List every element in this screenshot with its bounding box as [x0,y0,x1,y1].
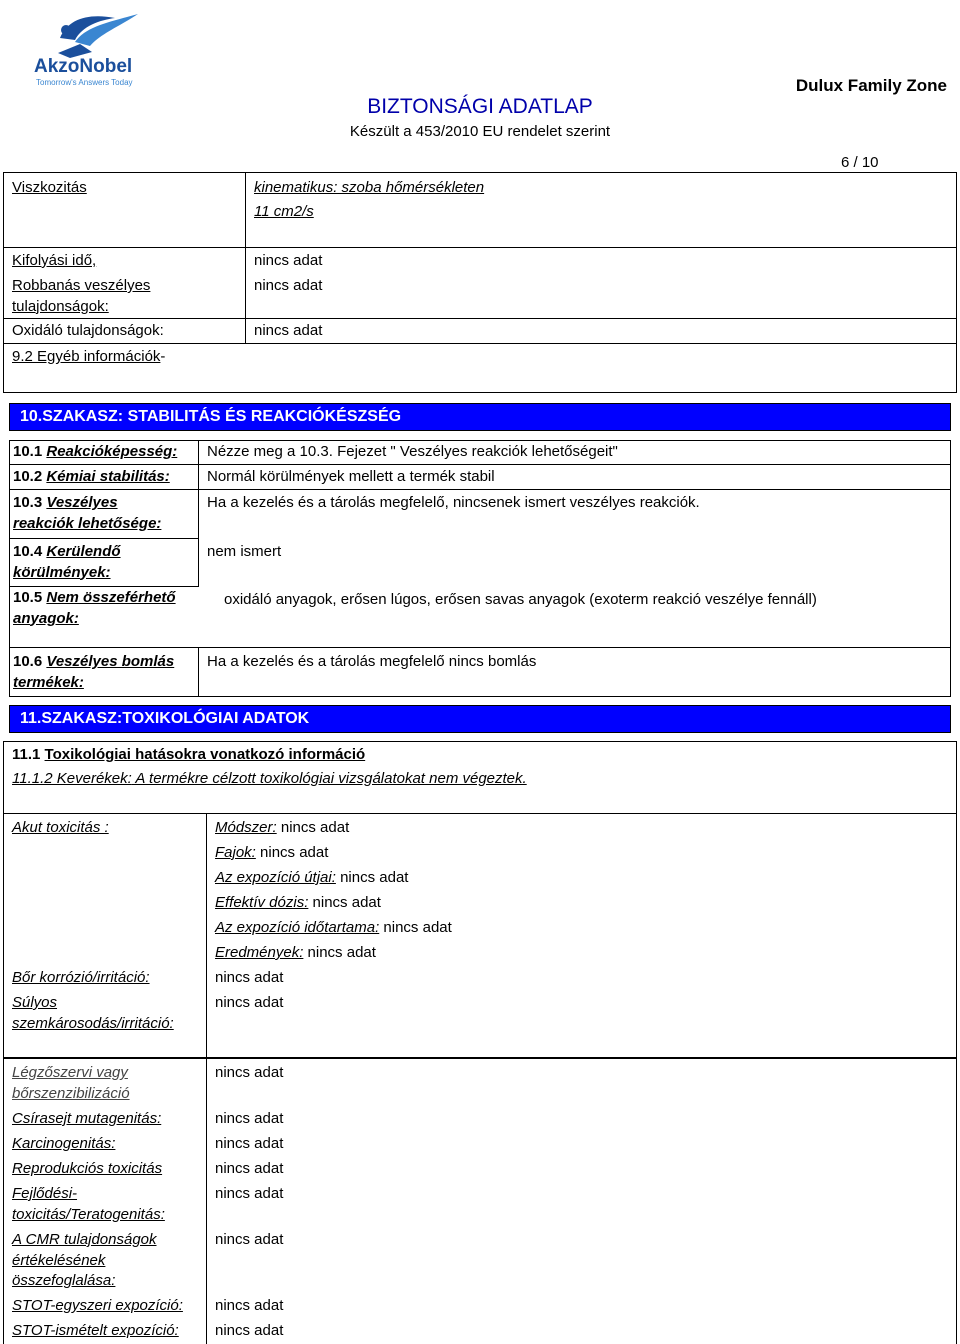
stability-label: 10.2 Kémiai stabilitás: [13,468,170,485]
cmr-value: nincs adat [215,1231,284,1248]
acute-duration: Az expozíció időtartama: nincs adat [215,919,452,936]
developmental-value: nincs adat [215,1185,284,1202]
decomposition-label: 10.6 Veszélyes bomlás termékek: [13,653,175,691]
skin-corrosion-label: Bőr korrózió/irritáció: [12,969,150,986]
germ-cell-label: Csírasejt mutagenitás: [12,1110,162,1127]
document-title: BIZTONSÁGI ADATLAP [367,95,593,118]
reactivity-label: 10.1 Reakcióképesség: [13,443,178,460]
incompatible-value: oxidáló anyagok, erősen lúgos, erősen savas anyagok (exoterm reakció veszélye fennáll) [224,591,817,608]
brand-name: Dulux Family Zone [795,76,947,95]
flow-time-value: nincs adat [254,252,323,269]
other-info [12,347,165,368]
acute-species: Fajok: nincs adat [215,844,329,861]
eye-damage-value: nincs adat [215,994,284,1011]
acute-route: Az expozíció útjai: nincs adat [215,869,409,886]
document-subtitle: Készült a 453/2010 EU rendelet szerint [349,123,611,140]
avoid-conditions-label: 10.4 Kerülendő körülmények: [13,543,121,581]
other-info-label: 9.2 Egyéb információk [12,348,161,365]
decomposition-value: Ha a kezelés és a tárolás megfelelő nincs bomlás [207,653,537,670]
other-info-suffix: - [160,348,166,365]
incompatible-label: 10.5 Nem összeférhető anyagok: [13,589,176,627]
oxidizing-value: nincs adat [254,322,323,339]
stot-single-label: STOT-egyszeri expozíció: [12,1297,183,1314]
explosive-label: Robbanás veszélyes tulajdonságok: [12,277,151,315]
reactivity-value: Nézze meg a 10.3. Fejezet " Veszélyes reakciók lehetőségeit" [207,443,618,460]
logo-tagline: Tomorrow's Answers Today [36,78,133,87]
carcinogenicity-value: nincs adat [215,1135,284,1152]
flow-time-label: Kifolyási idő, [12,252,97,269]
explosive-value: nincs adat [254,277,323,294]
hazardous-reactions-value: Ha a kezelés és a tárolás megfelelő, nincsenek ismert veszélyes reakciók. [207,494,700,511]
stot-single-value: nincs adat [215,1297,284,1314]
sensitisation-value: nincs adat [215,1064,284,1081]
skin-corrosion-value: nincs adat [215,969,284,986]
section11-heading: 11.SZAKASZ:TOXIKOLÓGIAI ADATOK [9,705,951,733]
stot-repeated-label: STOT-ismételt expozíció: [12,1322,179,1339]
toxicology-info-heading: 11.1 Toxikológiai hatásokra vonatkozó információ [12,746,366,763]
viscosity-value-2: 11 cm2/s [254,203,314,220]
cmr-label: A CMR tulajdonságok értékelésének összefoglalása: [12,1231,157,1289]
reproductive-value: nincs adat [215,1160,284,1177]
sensitisation-label: Légzőszervi vagy bőrszenzibilizáció [12,1064,130,1102]
hazardous-reactions-label: 10.3 Veszélyes reakciók lehetősége: [13,494,162,532]
company-logo [20,8,145,90]
logo-wordmark: AkzoNobel [34,56,133,77]
viscosity-value-1: kinematikus: szoba hőmérsékleten [254,179,485,196]
acute-dose: Effektív dózis: nincs adat [215,894,381,911]
acute-method: Módszer: nincs adat [215,819,350,836]
developmental-label: Fejlődési- toxicitás/Teratogenitás: [12,1185,165,1223]
avoid-conditions-value: nem ismert [207,543,282,560]
carcinogenicity-label: Karcinogenitás: [12,1135,116,1152]
section10-heading: 10.SZAKASZ: STABILITÁS ÉS REAKCIÓKÉSZSÉG [9,403,951,431]
stot-repeated-value: nincs adat [215,1322,284,1339]
oxidizing-label: Oxidáló tulajdonságok: [12,322,164,339]
reproductive-label: Reprodukciós toxicitás [12,1160,163,1177]
mixtures-statement: 11.1.2 Keverékek: A termékre célzott toxikológiai vizsgálatokat nem végeztek. [12,770,527,787]
stability-value: Normál körülmények mellett a termék stabil [207,468,495,485]
viscosity-label: Viszkozitás [12,179,87,196]
acute-toxicity-label: Akut toxicitás : [12,819,109,836]
acute-results: Eredmények: nincs adat [215,944,376,961]
page-number: 6 / 10 [841,154,879,171]
germ-cell-value: nincs adat [215,1110,284,1127]
eye-damage-label: Súlyos szemkárosodás/irritáció: [12,994,174,1032]
